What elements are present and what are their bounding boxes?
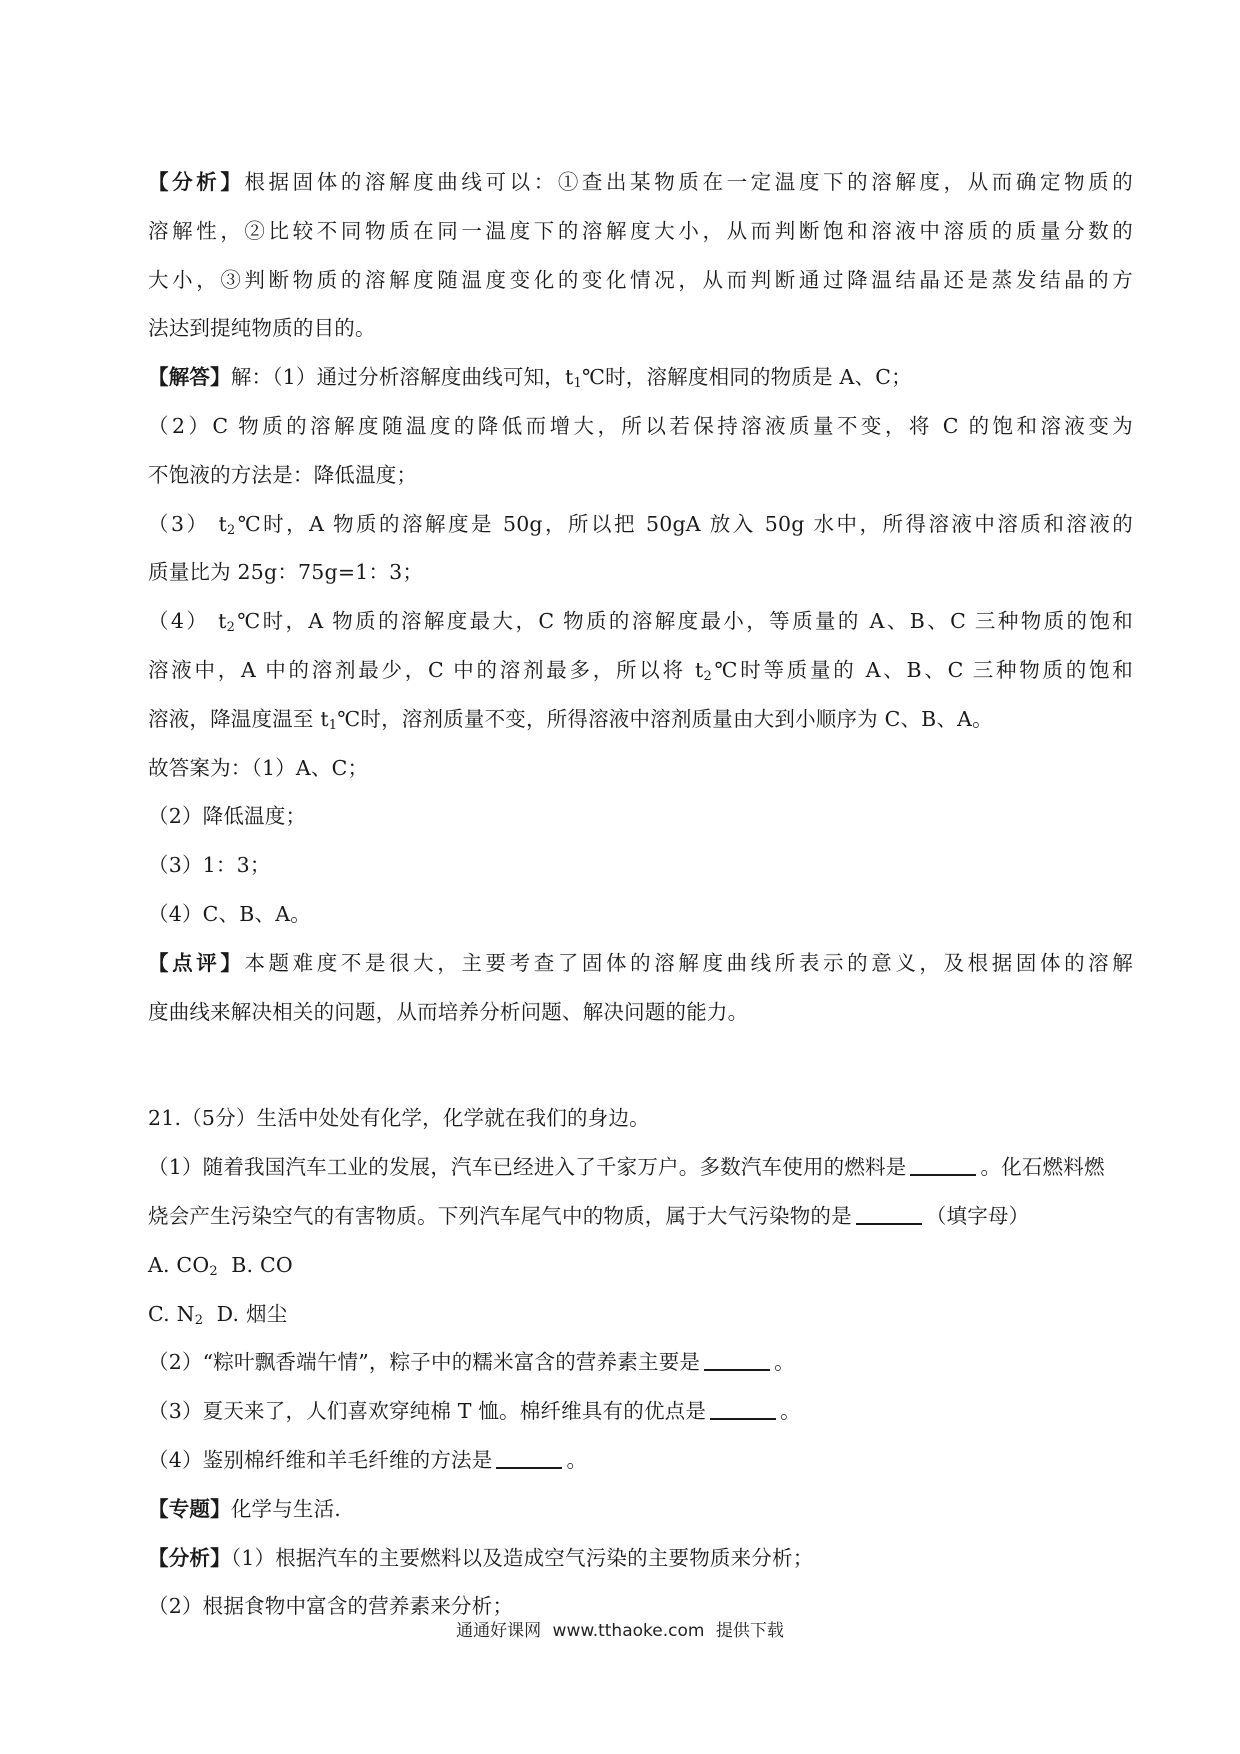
option-a: A. CO	[148, 1252, 210, 1277]
footer-url[interactable]: www.tthaoke.com	[552, 1621, 705, 1641]
footer-suffix: 提供下载	[715, 1621, 784, 1641]
final-answer-line-1: 故答案为：（1）A、C；	[148, 755, 369, 780]
analysis-line-1	[148, 158, 1133, 207]
section-gap	[148, 1036, 1133, 1094]
question-part-4: （4）鉴别棉纤维和羊毛纤维的方法是 。	[148, 1447, 588, 1472]
analysis-line-3: 大小，③判断物质的溶解度随温度变化的变化情况，从而判断通过降温结晶还是蒸发结晶的方	[148, 267, 1133, 292]
page-footer	[0, 1616, 1240, 1641]
answer-line-4: （3） $t_2℃$时，A 物质的溶解度是 50g，所以把 50gA 放入 50g 水中，所得溶液中溶质和溶液的	[148, 511, 1133, 538]
analysis-line-4: 法达到提纯物质的目的。	[148, 316, 376, 341]
comment-tag: 【点评】	[148, 950, 245, 975]
comment-line-1: 【点评】本题难度不是很大，主要考查了固体的溶解度曲线所表示的意义，及根据固体的溶解	[148, 950, 1133, 975]
answer-blank	[856, 1203, 922, 1225]
answer-blank	[496, 1447, 562, 1469]
answer-line-1: 【解答】解：（1）通过分析溶解度曲线可知，$t_1℃$时，溶解度相同的物质是 A、C；	[148, 365, 912, 392]
final-answer-line-4: （4）C、B、A。	[148, 901, 311, 926]
analysis-text: 根据固体的溶解度曲线可以：①查出某物质在一定温度下的溶解度，从而确定物质的	[244, 170, 1133, 194]
q21-analysis-line-2: （2）根据食物中富含的营养素来分析；	[148, 1594, 514, 1619]
option-b: B. CO	[231, 1252, 293, 1277]
answer-blank	[704, 1349, 770, 1371]
page-content	[148, 158, 1133, 1631]
answer-line-2: （2）C 物质的溶解度随温度的降低而增大，所以若保持溶液质量不变，将 C 的饱和溶液变为	[148, 413, 1133, 438]
answer-line-7: 溶液中，A 中的溶剂最少，C 中的溶剂最多，所以将 $t_2℃$时等质量的 A、B、C 三种物质的饱和	[148, 657, 1133, 684]
options-row-2: C. $N_2$ D. 烟尘	[148, 1301, 288, 1328]
topic-line: 【专题】化学与生活.	[148, 1496, 342, 1521]
answer-line-6: （4） $t_2℃$时，A 物质的溶解度最大，C 物质的溶解度最小，等质量的 A、B、C 三种物质的饱和	[148, 609, 1133, 636]
question-part-1-line-1: （1）随着我国汽车工业的发展，汽车已经进入了千家万户。多数汽车使用的燃料是 。化石燃料燃	[148, 1155, 1105, 1180]
answer-tag: 【解答】	[148, 365, 231, 390]
comment-line-2: 度曲线来解决相关的问题，从而培养分析问题、解决问题的能力。	[148, 999, 749, 1024]
analysis-line-2: 溶解性，②比较不同物质在同一温度下的溶解度大小，从而判断饱和溶液中溶质的质量分数的	[148, 218, 1133, 243]
final-answer-line-3: （3）1：3；	[148, 853, 271, 878]
question-part-1-line-2: 烧会产生污染空气的有害物质。下列汽车尾气中的物质，属于大气污染物的是 （填字母）	[148, 1203, 1030, 1228]
option-d: D. 烟尘	[216, 1301, 288, 1326]
options-row-1: A. $CO_2$ B. CO	[148, 1252, 293, 1279]
question-title: 21.（5分）生活中处处有化学，化学就在我们的身边。	[148, 1106, 650, 1131]
question-part-3: （3）夏天来了，人们喜欢穿纯棉 T 恤。棉纤维具有的优点是 。	[148, 1399, 801, 1424]
analysis-tag: 【分析】	[148, 170, 245, 194]
answer-blank	[710, 1398, 776, 1420]
question-part-2: （2）“粽叶飘香端午情”，粽子中的糯米富含的营养素主要是 。	[148, 1350, 795, 1375]
q21-analysis-line-1: 【分析】（1）根据汽车的主要燃料以及造成空气污染的主要物质来分析；	[148, 1545, 814, 1570]
answer-line-8: 溶液，降温度温至 $t_1℃$时，溶剂质量不变，所得溶液中溶剂质量由大到小顺序为 C、B、A。	[148, 706, 993, 733]
option-c: C. N	[148, 1301, 195, 1326]
analysis-tag: 【分析】	[148, 1545, 231, 1570]
answer-line-3: 不饱液的方法是：降低温度；	[148, 462, 418, 487]
final-answer-line-2: （2）降低温度；	[148, 804, 307, 829]
answer-line-5: 质量比为 25g：75g=1：3；	[148, 560, 424, 585]
footer-site-name: 通通好课网	[456, 1621, 542, 1641]
topic-tag: 【专题】	[148, 1496, 231, 1521]
answer-blank	[910, 1154, 976, 1176]
